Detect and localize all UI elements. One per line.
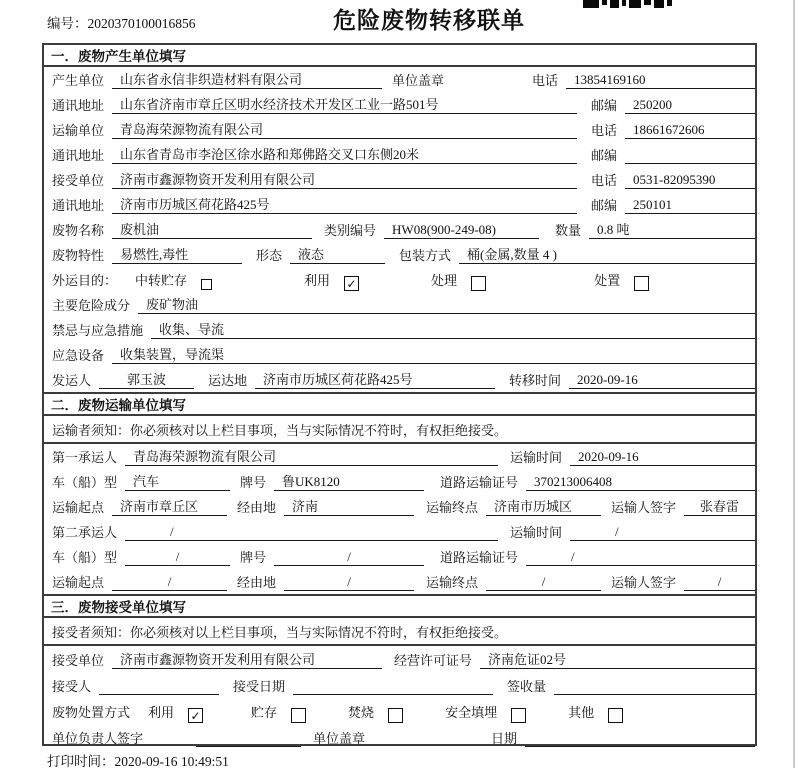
transport-zip-label: 邮编	[590, 148, 617, 163]
row-accept-person	[44, 672, 755, 698]
business-license-value: 济南危证02号	[480, 649, 755, 669]
receiver-phone-value: 0531-82095390	[625, 172, 755, 189]
emergency-measures-value: 收集、导流	[151, 319, 755, 339]
disposal-landfill-label: 安全填埋	[445, 705, 498, 720]
row-carrier-1	[44, 444, 755, 469]
row-receiver-address	[44, 192, 755, 217]
disposal-other-label: 其他	[568, 705, 595, 720]
transport-time2-value: /	[570, 524, 755, 541]
page-edge-line	[793, 0, 795, 768]
carrier-sign1-label: 运输人签字	[611, 500, 677, 515]
terminal2-label: 运输终点	[426, 575, 479, 590]
print-time	[47, 750, 229, 770]
purpose-transfer-storage-label: 中转贮存	[135, 273, 188, 288]
purpose-dispose-checkbox	[634, 276, 649, 291]
purpose-treat-label: 处理	[431, 273, 458, 288]
terminal2-value: /	[486, 574, 601, 591]
disposal-recycle-checkbox: ✓	[188, 708, 203, 723]
form-title: 危险废物转移联单	[333, 7, 525, 33]
row-emergency-measures	[44, 317, 755, 342]
disposal-recycle-label: 利用	[148, 705, 175, 720]
row-head-signature	[44, 724, 755, 750]
accept-amount-value	[554, 680, 755, 695]
date-label: 日期	[491, 731, 518, 746]
via2-value: /	[284, 574, 414, 591]
vehicle-type2-label: 车（船）型	[52, 550, 118, 565]
via2-label: 经由地	[237, 575, 277, 590]
receiver-zip-value: 250101	[625, 197, 755, 214]
business-license-label: 经营许可证号	[394, 653, 473, 668]
row-producer-unit	[44, 67, 755, 92]
waste-name-label: 废物名称	[52, 223, 105, 238]
row-producer-address	[44, 92, 755, 117]
origin1-label: 运输起点	[52, 500, 105, 515]
row-route-1	[44, 494, 755, 519]
transport-time1-label: 运输时间	[509, 450, 562, 465]
serial-label: 编号：	[47, 16, 88, 31]
serial-number	[47, 12, 196, 32]
receiver-address-value: 济南市历城区荷花路425号	[112, 194, 577, 214]
row-waste-name	[44, 217, 755, 242]
via1-label: 经由地	[237, 500, 277, 515]
plate-number2-label: 牌号	[240, 550, 267, 565]
waste-character-value: 易燃性,毒性	[112, 244, 242, 264]
row-accept-unit	[44, 646, 755, 672]
unit-seal-label: 单位盖章	[392, 73, 445, 88]
physical-form-label: 形态	[256, 248, 283, 263]
row-transport-address	[44, 142, 755, 167]
shipper-value: 郭玉波	[99, 369, 194, 389]
transport-unit-label: 运输单位	[52, 123, 105, 138]
transporter-notice: 运输者须知：你必须核对以上栏目事项，当与实际情况不符时，有权拒绝接受。	[44, 416, 755, 444]
plate-number1-value: 鲁UK8120	[274, 471, 424, 491]
carrier1-label: 第一承运人	[52, 450, 118, 465]
receiver-zip-label: 邮编	[590, 198, 617, 213]
accept-unit-label: 接受单位	[52, 653, 105, 668]
row-emergency-equipment	[44, 342, 755, 367]
purpose-treat-checkbox	[471, 276, 486, 291]
transport-address-value: 山东省青岛市李沧区徐水路和郑佛路交叉口东侧20米	[112, 144, 577, 164]
accept-date-value	[293, 680, 493, 695]
carrier2-label: 第二承运人	[52, 525, 118, 540]
emergency-equipment-label: 应急设备	[52, 348, 105, 363]
unit-seal2-label: 单位盖章	[313, 731, 366, 746]
main-hazard-label: 主要危险成分	[52, 298, 131, 313]
receiver-phone-label: 电话	[590, 173, 617, 188]
road-license2-label: 道路运输证号	[440, 550, 519, 565]
waste-name-value: 废机油	[112, 219, 312, 239]
qr-code-fragment	[583, 0, 672, 9]
producer-unit-value: 山东省永信非织造材料有限公司	[112, 69, 382, 89]
purpose-recycle-label: 利用	[304, 273, 331, 288]
packing-method-value: 桶(金属,数量 4 )	[459, 244, 755, 264]
quantity-value: 0.8 吨	[589, 219, 755, 239]
origin2-label: 运输起点	[52, 575, 105, 590]
accept-amount-label: 签收量	[507, 679, 547, 694]
row-route-2	[44, 569, 755, 594]
row-main-hazard	[44, 292, 755, 317]
transport-zip-value	[625, 149, 755, 164]
transfer-purpose-label: 外运目的：	[52, 273, 118, 288]
row-transfer-purpose	[44, 267, 755, 292]
print-time-value: 2020-09-16 10:49:51	[114, 754, 229, 769]
vehicle-type2-value: /	[125, 549, 230, 566]
accept-date-label: 接受日期	[233, 679, 286, 694]
receiver-notice: 接受者须知：你必须核对以上栏目事项，当与实际情况不符时，有权拒绝接受。	[44, 618, 755, 646]
main-hazard-value: 废矿物油	[138, 294, 755, 314]
carrier1-value: 青岛海荣源物流有限公司	[125, 446, 498, 466]
disposal-method-label: 废物处置方式	[52, 705, 131, 720]
transfer-date-label: 转移时间	[509, 373, 562, 388]
producer-zip-label: 邮编	[590, 98, 617, 113]
section-1-title: 一．废物产生单位填写	[44, 45, 755, 67]
physical-form-value: 液态	[290, 244, 385, 264]
row-receiver-unit	[44, 167, 755, 192]
transport-time2-label: 运输时间	[509, 525, 562, 540]
terminal1-value: 济南市历城区	[486, 496, 601, 516]
accept-unit-value: 济南市鑫源物资开发利用有限公司	[112, 649, 382, 669]
transfer-date-value: 2020-09-16	[569, 372, 755, 389]
accept-person-label: 接受人	[52, 679, 92, 694]
category-code-label: 类别编号	[324, 223, 377, 238]
disposal-other-checkbox	[608, 708, 623, 723]
purpose-transfer-storage-checkbox	[201, 279, 212, 290]
destination-label: 运达地	[208, 373, 248, 388]
shipper-label: 发运人	[52, 373, 92, 388]
waste-character-label: 废物特性	[52, 248, 105, 263]
purpose-recycle-checkbox: ✓	[344, 276, 359, 291]
origin1-value: 济南市章丘区	[112, 496, 227, 516]
road-license2-value: /	[526, 549, 755, 566]
carrier-sign2-label: 运输人签字	[611, 575, 677, 590]
date-value	[525, 732, 755, 747]
section-2-title: 二．废物运输单位填写	[44, 392, 755, 416]
head-signature-label: 单位负责人签字	[52, 731, 144, 746]
row-vehicle-2	[44, 544, 755, 569]
via1-value: 济南	[284, 496, 414, 516]
accept-person-value	[99, 680, 219, 695]
transport-address-label: 通讯地址	[52, 148, 105, 163]
carrier-sign2-value: /	[684, 574, 755, 591]
destination-value: 济南市历城区荷花路425号	[255, 369, 495, 389]
disposal-storage-checkbox	[291, 708, 306, 723]
serial-value: 2020370100016856	[87, 16, 196, 31]
transport-phone-value: 18661672606	[625, 122, 755, 139]
receiver-unit-value: 济南市鑫源物资开发利用有限公司	[112, 169, 577, 189]
plate-number1-label: 牌号	[240, 475, 267, 490]
producer-zip-value: 250200	[625, 97, 755, 114]
disposal-landfill-checkbox	[511, 708, 526, 723]
row-vehicle-1	[44, 469, 755, 494]
section-3-title: 三．废物接受单位填写	[44, 594, 755, 618]
row-disposal-method	[44, 698, 755, 724]
transport-unit-value: 青岛海荣源物流有限公司	[112, 119, 577, 139]
producer-unit-label: 产生单位	[52, 73, 105, 88]
transfer-form	[42, 43, 757, 746]
carrier2-value: /	[125, 524, 498, 541]
disposal-incinerate-label: 焚烧	[348, 705, 375, 720]
plate-number2-value: /	[274, 549, 424, 566]
transport-phone-label: 电话	[590, 123, 617, 138]
category-code-value: HW08(900-249-08)	[384, 222, 539, 239]
origin2-value: /	[112, 574, 227, 591]
row-transport-unit	[44, 117, 755, 142]
producer-phone-label: 电话	[532, 73, 559, 88]
terminal1-label: 运输终点	[426, 500, 479, 515]
row-shipper	[44, 367, 755, 392]
emergency-equipment-value: 收集装置，导流渠	[112, 344, 755, 364]
purpose-dispose-label: 处置	[594, 273, 621, 288]
receiver-unit-label: 接受单位	[52, 173, 105, 188]
disposal-incinerate-checkbox	[388, 708, 403, 723]
disposal-storage-label: 贮存	[251, 705, 278, 720]
vehicle-type1-label: 车（船）型	[52, 475, 118, 490]
row-waste-character	[44, 242, 755, 267]
receiver-address-label: 通讯地址	[52, 198, 105, 213]
producer-address-value: 山东省济南市章丘区明水经济技术开发区工业一路501号	[112, 94, 577, 114]
quantity-label: 数量	[555, 223, 582, 238]
producer-phone-value: 13854169160	[566, 72, 755, 89]
print-time-label: 打印时间：	[47, 754, 115, 769]
packing-method-label: 包装方式	[399, 248, 452, 263]
vehicle-type1-value: 汽车	[125, 471, 230, 491]
head-signature-value	[196, 732, 301, 747]
carrier-sign1-value: 张春雷	[684, 496, 755, 516]
road-license1-label: 道路运输证号	[440, 475, 519, 490]
transport-time1-value: 2020-09-16	[570, 449, 755, 466]
row-carrier-2	[44, 519, 755, 544]
producer-address-label: 通讯地址	[52, 98, 105, 113]
road-license1-value: 370213006408	[526, 474, 755, 491]
emergency-measures-label: 禁忌与应急措施	[52, 323, 144, 338]
